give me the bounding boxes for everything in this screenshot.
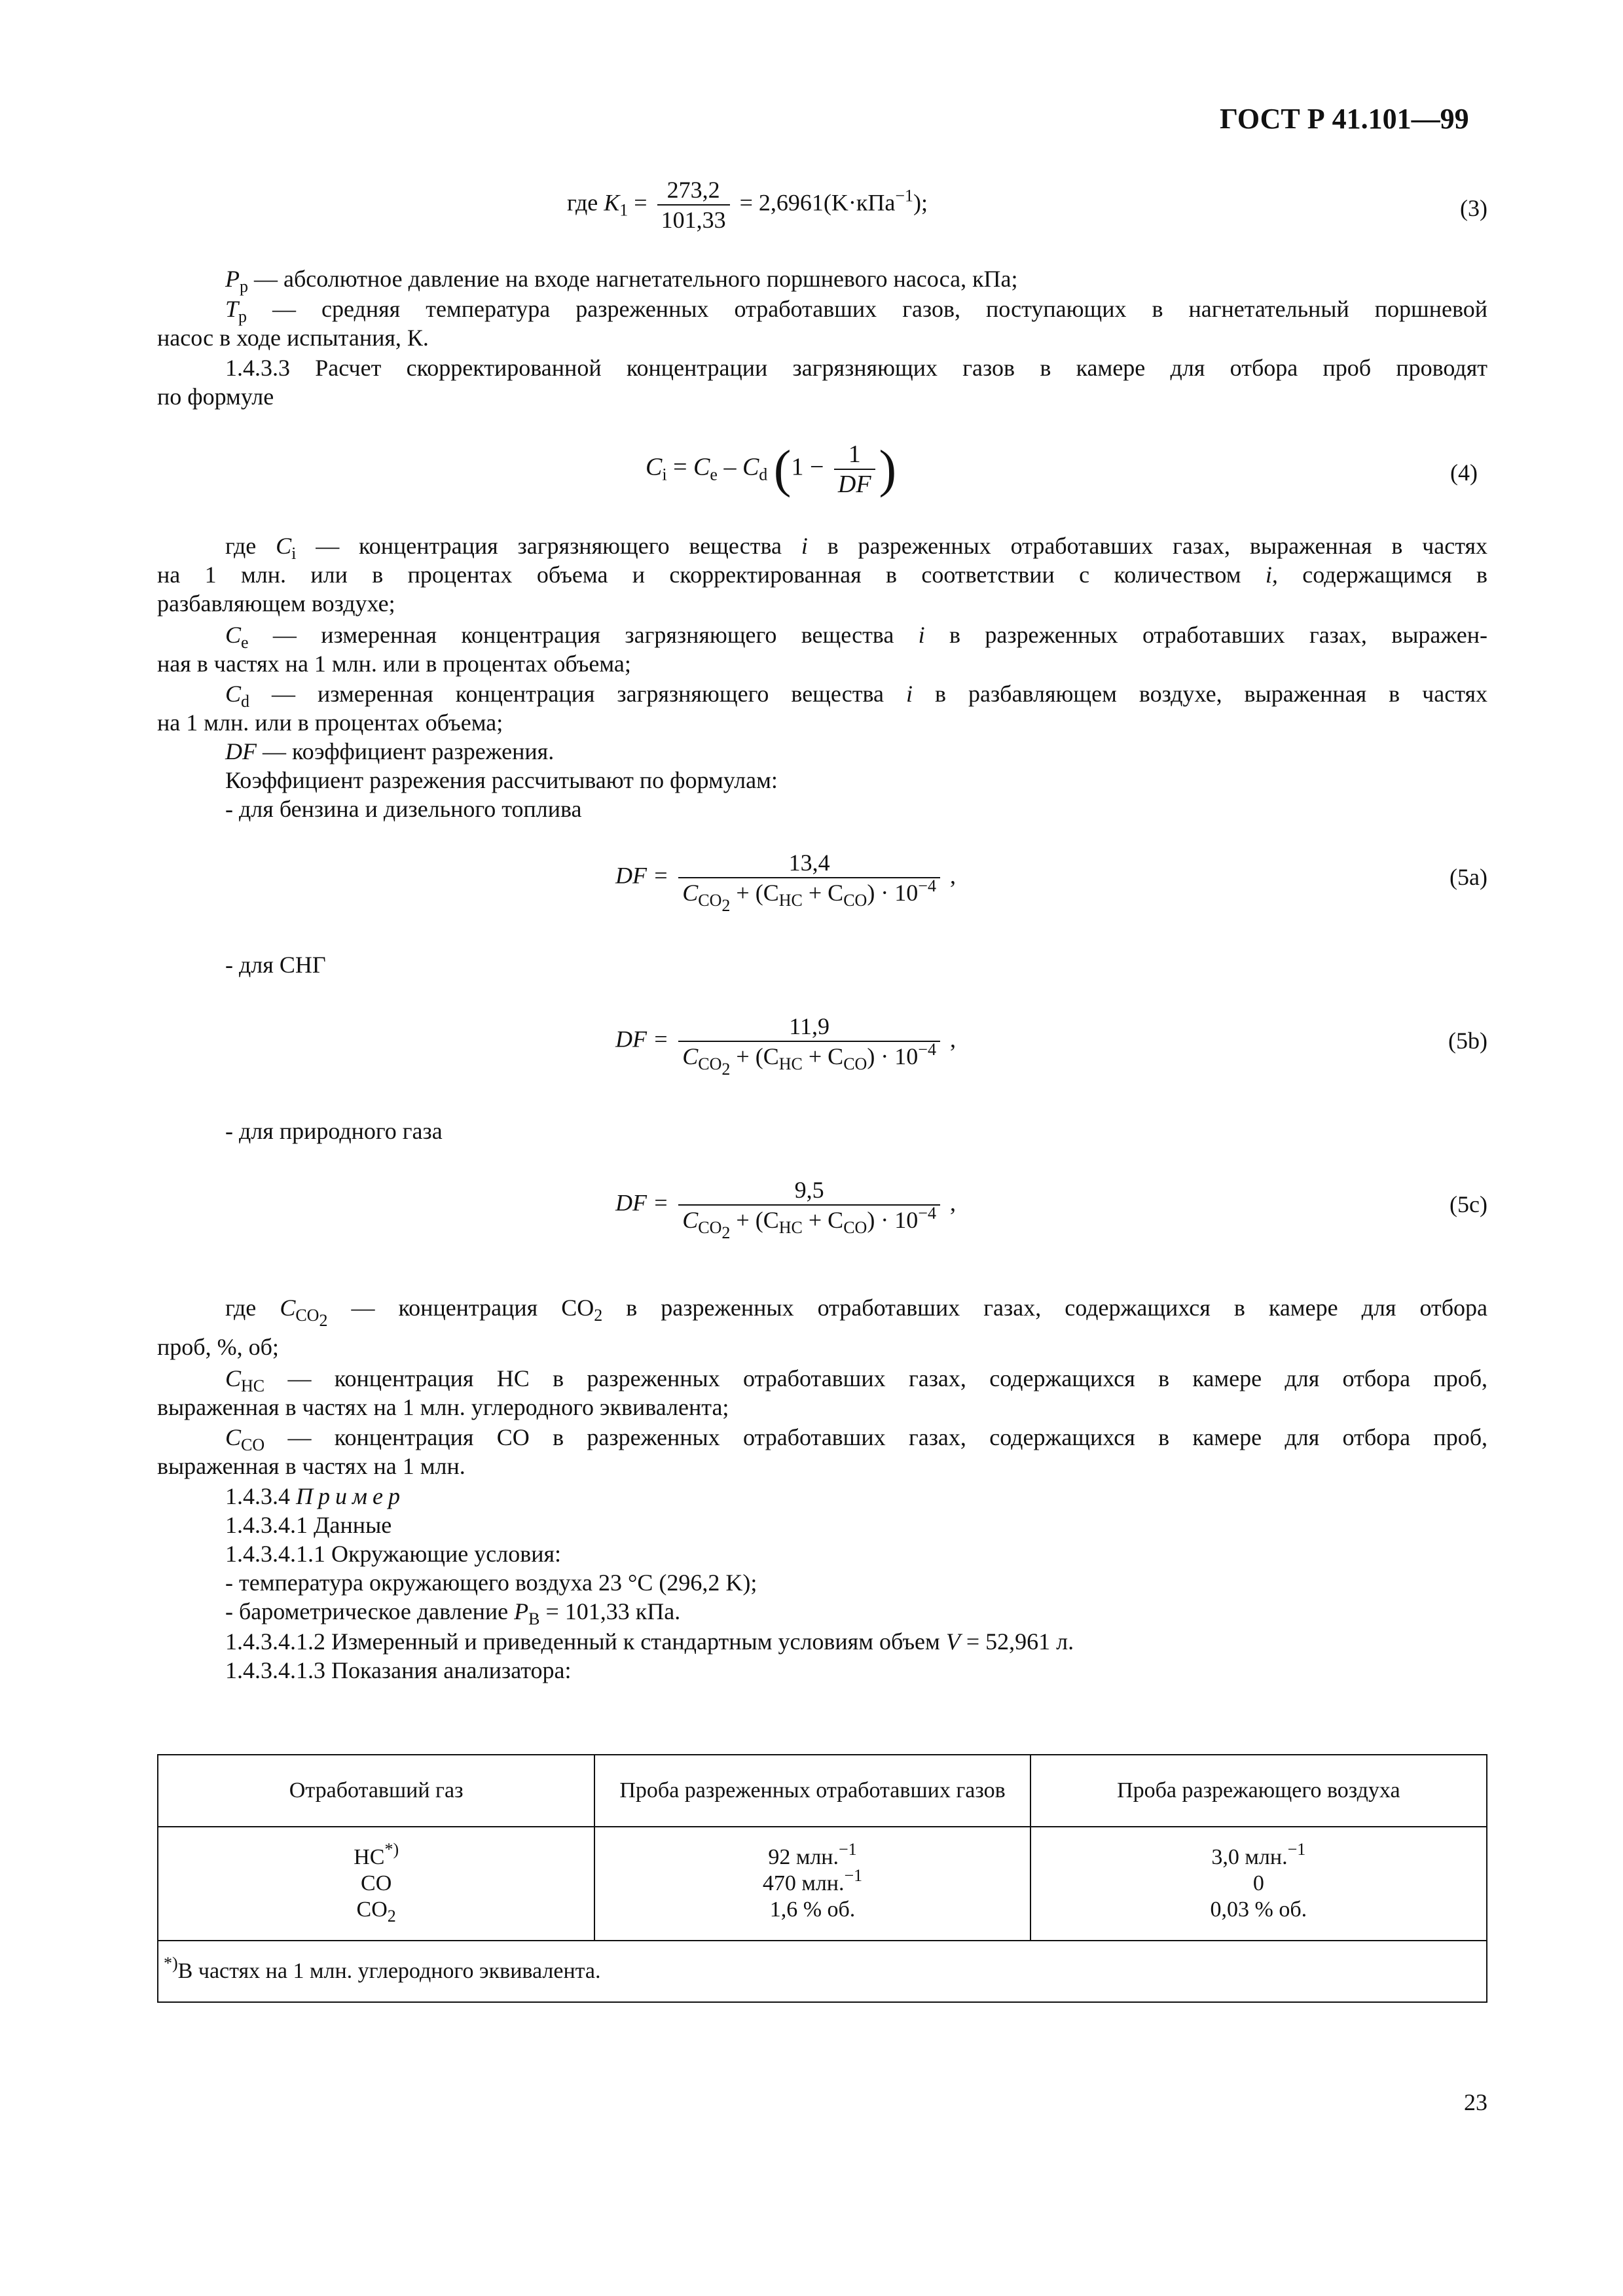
sub: CO (295, 1306, 319, 1325)
fraction (678, 1012, 940, 1079)
formula-number-5c: (5c) (1450, 1191, 1487, 1217)
fuel-ng-label: - для природного газа (225, 1118, 443, 1144)
var: i (801, 533, 808, 559)
paren-open: ( (773, 440, 792, 498)
text: — измеренная концентрация загрязняющего вещества (272, 681, 884, 707)
var: T (225, 296, 239, 322)
sub: CO (241, 1435, 265, 1454)
section-143412 (225, 1627, 1074, 1656)
fuel-lpg-label: - для СНГ (225, 952, 326, 978)
fraction-denominator (678, 876, 940, 915)
definition-chc (225, 1364, 1487, 1393)
sub: 2 (721, 1060, 731, 1079)
sub: HC (778, 891, 803, 910)
sub: CO (843, 1218, 867, 1237)
table-header-row (158, 1755, 1487, 1827)
sub: p (238, 307, 247, 326)
prefix: где (225, 1295, 257, 1321)
text: — концентрация СО (351, 1295, 594, 1321)
sub: 2 (387, 1907, 396, 1926)
fraction (678, 848, 940, 915)
fraction (657, 175, 730, 234)
comma: , (949, 862, 956, 889)
fraction-numerator: 9,5 (678, 1175, 940, 1206)
var: C (682, 880, 699, 906)
analyzer-readings-table (157, 1754, 1487, 2003)
document-standard-header: ГОСТ Р 41.101—99 (1220, 103, 1469, 135)
gas-hc: HC (354, 1845, 385, 1869)
section-143411: 1.4.3.4.1.1 Окружающие условия: (225, 1541, 562, 1567)
definition-pp (225, 264, 1018, 296)
text: в разбавляющем воздухе, выраженная в частях (934, 681, 1488, 707)
formula-number-4: (4) (1450, 459, 1478, 486)
definition-text: — абсолютное давление на входе нагнетательного поршневого насоса, кПа; (254, 266, 1018, 292)
formula-number-5b: (5b) (1448, 1028, 1487, 1054)
definition-df (225, 737, 554, 766)
sub: e (241, 633, 249, 652)
sub: i (662, 465, 667, 484)
sub: CO (698, 1054, 722, 1073)
definition-ci-line2 (157, 560, 1487, 589)
table-footnote (158, 1941, 1487, 2002)
text: — концентрация НС в разреженных отработавших газах, содержащихся в камере для отбора проб, (287, 1365, 1488, 1391)
section-143413: 1.4.3.4.1.3 Показания анализатора: (225, 1657, 572, 1683)
page-number: 23 (1464, 2089, 1487, 2115)
formula-sup: −1 (895, 186, 914, 206)
text: — коэффициент разрежения. (263, 738, 555, 764)
sample-co: 470 млн. (762, 1871, 845, 1895)
var: C (225, 681, 242, 707)
text: = 101,33 кПа. (545, 1598, 681, 1624)
fuel-petrol-label: - для бензина и дизельного топлива (225, 796, 582, 822)
sub: d (759, 465, 768, 484)
sub: HC (778, 1218, 803, 1237)
var: C (646, 453, 663, 481)
term: ) · 10 (867, 880, 919, 906)
formula-3: где $K_1$ = $\frac{273,2}{101,33}$ = 2,6961(K·кПа$^{-1}$); (567, 177, 928, 233)
gas-co: CO (361, 1871, 392, 1895)
table-cell-gas (158, 1827, 594, 1941)
var: C (682, 1043, 699, 1069)
formula-number-5a: (5a) (1450, 864, 1487, 890)
comma: , (949, 1189, 956, 1216)
paren-close: ) (879, 440, 897, 498)
term: + (C (736, 1043, 779, 1069)
sub: i (291, 544, 297, 563)
sub: 2 (721, 896, 731, 915)
air-co: 0 (1252, 1871, 1264, 1895)
text: в разреженных отработавших газах, выраженная в частях (827, 533, 1488, 559)
var: C (693, 453, 710, 481)
section-14341: 1.4.3.4.1 Данные (225, 1512, 392, 1538)
var: V (945, 1628, 960, 1655)
table-header-cell: Отработавший газ (158, 1755, 594, 1827)
paragraph-1433-cont: по формуле (157, 384, 274, 410)
prefix: где (225, 533, 257, 559)
fraction-denominator (678, 1040, 940, 1079)
sub: CO (843, 891, 867, 910)
var: C (225, 622, 242, 648)
sup: −1 (839, 1840, 857, 1859)
sub: p (240, 277, 248, 296)
definition-chc-line2: выраженная в частях на 1 млн. углеродного эквивалента; (157, 1394, 729, 1420)
sub: CO (843, 1054, 867, 1073)
table-cell-sample (594, 1827, 1030, 1941)
term: + C (808, 880, 844, 906)
var: C (280, 1295, 296, 1321)
var: i (905, 681, 913, 707)
definition-tp (225, 295, 1488, 326)
var: DF (225, 738, 257, 764)
section-1434 (225, 1482, 405, 1511)
text: содержащимся в (1302, 562, 1488, 588)
formula-prefix: где (567, 189, 598, 216)
table-row (158, 1827, 1487, 1941)
definition-cd-line2: на 1 млн. или в процентах объема; (157, 709, 503, 736)
sup: −4 (918, 1204, 936, 1223)
var: C (225, 1365, 242, 1391)
formula-4: $C_i = C_e - C_d$ (1 − $\frac{1}{DF}$ ) (646, 440, 897, 498)
coefficient-intro: Коэффициент разрежения рассчитывают по формулам: (225, 767, 778, 793)
formula-lhs: DF = (615, 1189, 669, 1216)
formula-result: = 2,6961(K·кПа (739, 189, 896, 216)
sub: HC (778, 1054, 803, 1073)
definition-cco-line2: выраженная в частях на 1 млн. (157, 1453, 465, 1479)
footnote-text: В частях на 1 млн. углеродного эквивалента. (177, 1959, 601, 1983)
var: C (276, 533, 292, 559)
sub: e (710, 465, 718, 484)
table-header-cell: Проба разрежающего воздуха (1030, 1755, 1487, 1827)
term: + (C (736, 880, 779, 906)
definition-cco2-line2: проб, %, об; (157, 1334, 279, 1360)
table-header-cell: Проба разреженных отработавших газов (594, 1755, 1030, 1827)
fraction (834, 440, 875, 499)
var: C (682, 1207, 699, 1233)
var: C (742, 453, 759, 481)
formula-number-3: (3) (1460, 195, 1487, 221)
text: — концентрация загрязняющего вещества (316, 533, 782, 559)
var: i, (1265, 562, 1278, 588)
definition-ce (225, 620, 1488, 652)
sub: 2 (319, 1311, 328, 1330)
definition-cco (225, 1423, 1487, 1452)
comma: , (949, 1026, 956, 1052)
fraction-denominator: DF (837, 471, 871, 498)
barometric-pressure (225, 1597, 680, 1626)
footnote-marker: *) (384, 1840, 399, 1859)
definition-cd (225, 679, 1488, 711)
fraction-denominator (678, 1204, 940, 1242)
fraction-denominator: 101,33 (661, 207, 726, 233)
sup: −4 (918, 876, 936, 895)
text: = 52,961 л. (966, 1628, 1074, 1655)
text: — концентрация СО в разреженных отработавших газах, содержащихся в камере для отбора проб, (287, 1424, 1488, 1450)
fraction-numerator: 11,9 (678, 1012, 940, 1042)
paragraph-1433: 1.4.3.3 Расчет скорректированной концентрации загрязняющих газов в камере для отбора проб проводят (225, 355, 1487, 381)
gas-co2: CO (356, 1897, 388, 1922)
text: - барометрическое давление (225, 1598, 509, 1624)
fraction (678, 1175, 940, 1242)
term: + C (808, 1043, 844, 1069)
fraction-numerator: 13,4 (678, 848, 940, 878)
text: на 1 млн. или в процентах объема и скорректированная в соответствии с количеством (157, 562, 1241, 588)
section-title: Пример (296, 1483, 405, 1509)
text: 1.4.3.4.1.2 Измеренный и приведенный к стандартным условиям объем (225, 1628, 940, 1655)
text: — измеренная концентрация загрязняющего вещества (272, 622, 894, 648)
sup: −1 (844, 1866, 863, 1885)
formula-lhs: DF = (615, 1026, 669, 1052)
term: + C (808, 1207, 844, 1233)
sub: CO (698, 891, 722, 910)
text: в разреженных отработавших газах, выражен- (949, 622, 1488, 648)
sub: 2 (594, 1306, 603, 1325)
var: P (514, 1598, 529, 1624)
air-co2: 0,03 % об. (1210, 1897, 1307, 1922)
formula-sub: 1 (619, 200, 629, 220)
definition-ci-line3: разбавляющем воздухе; (157, 590, 395, 617)
sample-co2: 1,6 % об. (769, 1897, 856, 1922)
term: ) · 10 (867, 1043, 919, 1069)
definition-tp-cont: насос в ходе испытания, К. (157, 325, 429, 351)
ambient-temperature: - температура окружающего воздуха 23 °С (296,2 K); (225, 1570, 757, 1596)
footnote-marker: *) (164, 1954, 178, 1973)
formula-lhs: DF = (615, 862, 669, 889)
section-number: 1.4.3.4 (225, 1483, 290, 1509)
sup: −1 (1287, 1840, 1306, 1859)
var: P (225, 266, 240, 292)
sub: 2 (721, 1223, 731, 1242)
air-hc: 3,0 млн. (1211, 1845, 1288, 1869)
formula-5c (615, 1175, 956, 1242)
formula-5a (615, 848, 956, 915)
sup: −4 (918, 1040, 936, 1059)
formula-var: K (604, 189, 620, 216)
table-footnote-row (158, 1941, 1487, 2002)
term: + (C (736, 1207, 779, 1233)
formula-5b (615, 1012, 956, 1079)
var: C (225, 1424, 242, 1450)
definition-text: — средняя температура разреженных отработавших газов, поступающих в нагнетательный поршневой (272, 296, 1488, 322)
sub: HC (241, 1376, 265, 1395)
text: в разреженных отработавших газах, содержащихся в камере для отбора (626, 1295, 1488, 1321)
fraction-numerator: 1 (834, 440, 875, 470)
sample-hc: 92 млн. (768, 1845, 839, 1869)
formula-term: 1 − (791, 453, 824, 481)
var: i (918, 622, 925, 648)
definition-ci (225, 531, 1488, 563)
definition-cco2 (225, 1293, 1488, 1330)
sub: d (241, 692, 250, 711)
table-cell-air (1030, 1827, 1487, 1941)
formula-end: ); (913, 189, 928, 216)
fraction-numerator: 273,2 (657, 175, 730, 206)
sub: B (528, 1609, 540, 1628)
term: ) · 10 (867, 1207, 919, 1233)
sub: CO (698, 1218, 722, 1237)
definition-ce-line2: ная в частях на 1 млн. или в процентах объема; (157, 651, 631, 677)
